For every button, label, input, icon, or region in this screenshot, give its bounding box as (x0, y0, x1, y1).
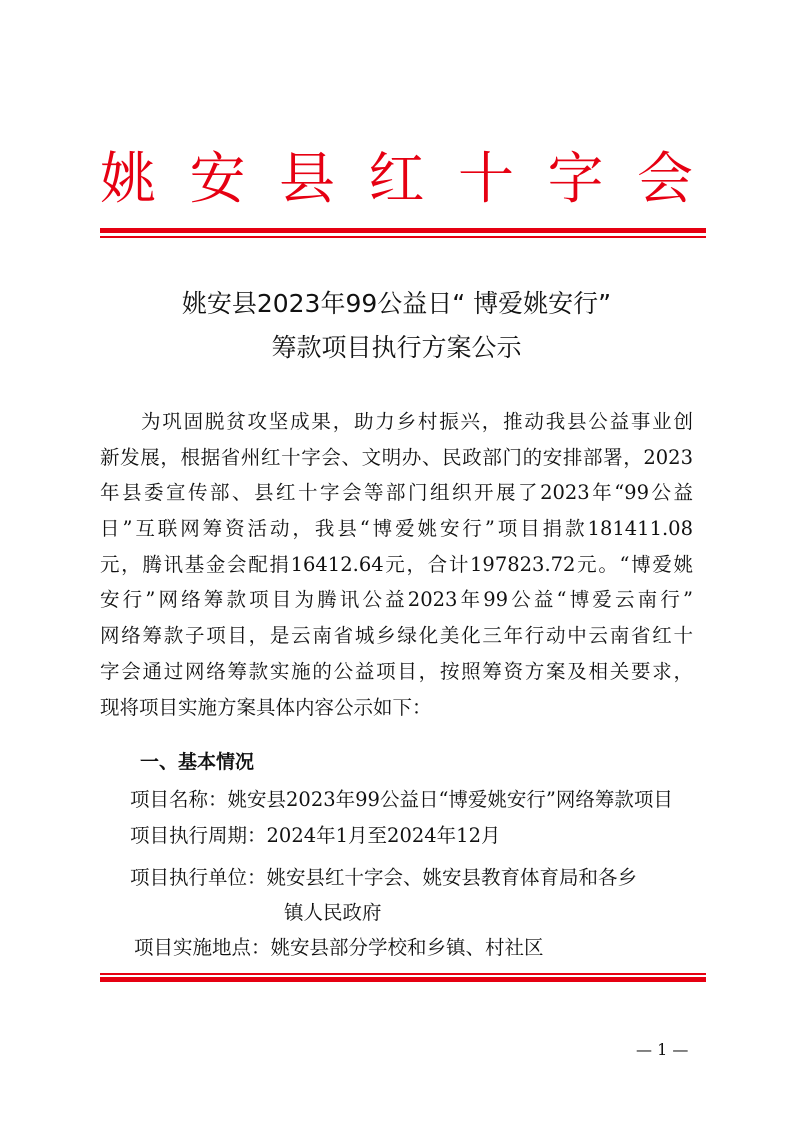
intro-paragraph (100, 404, 693, 725)
header-rule-thin (100, 236, 706, 238)
info-value: 姚安县2023年99公益日“博爱姚安行”网络筹款项目 (227, 788, 673, 811)
paragraph-line: 为巩固脱贫攻坚成果，助力乡村振兴，推动我县公益事业创 (141, 410, 693, 433)
document-title-line2: 筹款项目执行方案公示 (271, 333, 522, 362)
org-char: 安 (189, 147, 246, 212)
info-label: 项目实施地点： (134, 936, 271, 959)
info-value: 2024年1月至2024年12月 (266, 824, 501, 847)
info-value: 姚安县红十字会、姚安县教育体育局和各乡 (266, 866, 638, 889)
info-executing-unit-cont (284, 895, 382, 931)
header-rule-thick (100, 228, 706, 233)
org-char: 会 (637, 147, 693, 212)
info-value: 姚安县部分学校和乡镇、村社区 (270, 936, 544, 959)
paragraph-line: 新发展，根据省州红十字会、文明办、民政部门的安排部署，2023 (100, 445, 693, 469)
paragraph-line: 网络筹款子项目，是云南省城乡绿化美化三年行动中云南省红十 (100, 624, 693, 648)
paragraph-line: 安行”网络筹款项目为腾讯公益2023年99公益“博爱云南行” (100, 588, 693, 612)
info-label: 项目执行周期： (130, 824, 267, 847)
footer-rule-thick (100, 977, 706, 982)
org-char: 姚 (100, 147, 156, 212)
info-executing-unit (130, 860, 637, 896)
footer-rule-thin (100, 973, 706, 975)
info-project-period (130, 818, 501, 854)
info-location (134, 930, 544, 966)
org-char: 字 (547, 147, 604, 212)
section-heading: 一、基本情况 (140, 751, 255, 773)
paragraph-line: 字会通过网络筹款实施的公益项目，按照筹资方案及相关要求， (100, 659, 693, 683)
paragraph-line: 年县委宣传部、县红十字会等部门组织开展了2023年“99公益 (100, 481, 693, 505)
paragraph-line: 日”互联网筹资活动，我县“博爱姚安行”项目捐款181411.08 (100, 517, 693, 541)
org-char: 十 (458, 147, 514, 212)
org-char: 红 (368, 147, 425, 212)
paragraph-line: 元，腾讯基金会配捐16412.64元，合计197823.72元。“博爱姚 (100, 552, 693, 576)
org-char: 县 (279, 147, 335, 212)
document-title-line1: 姚安县2023年99公益日“ 博爱姚安行” (181, 289, 612, 318)
page-number: — 1 — (636, 1040, 689, 1059)
paragraph-line: 现将项目实施方案具体内容公示如下： (100, 695, 432, 719)
info-value-continued: 镇人民政府 (284, 901, 382, 924)
info-project-name (130, 782, 673, 818)
organization-title (100, 140, 693, 220)
info-label: 项目名称： (130, 788, 228, 811)
info-label: 项目执行单位： (130, 866, 267, 889)
